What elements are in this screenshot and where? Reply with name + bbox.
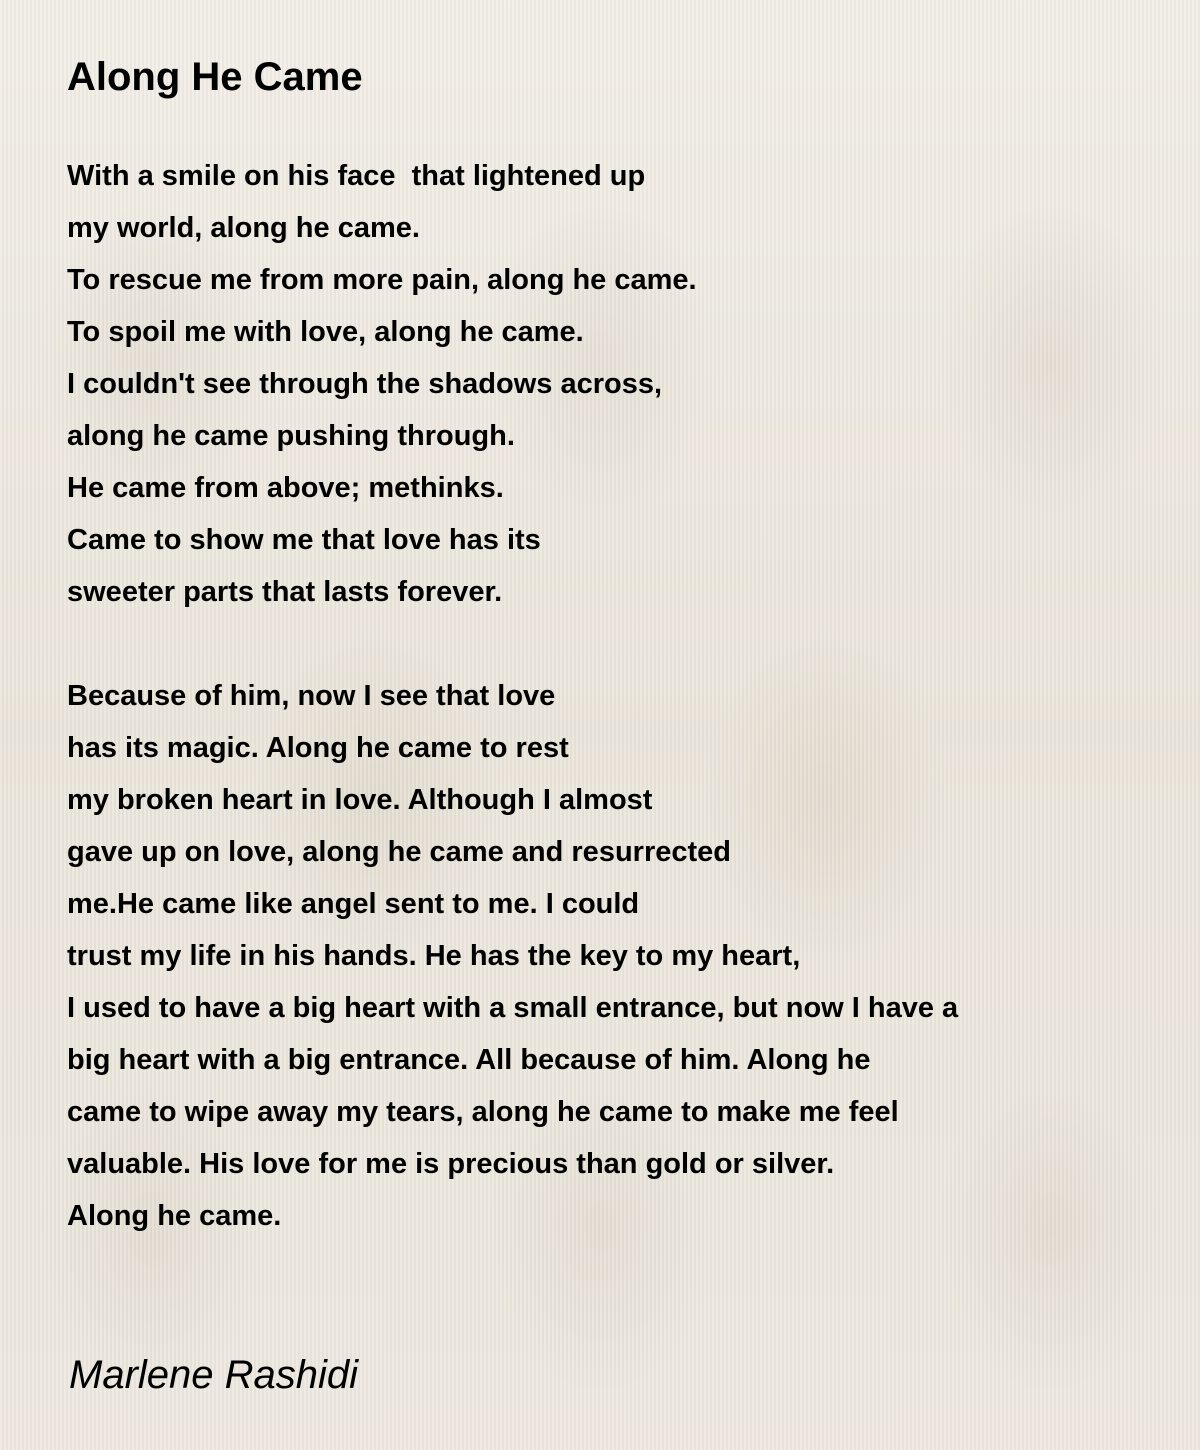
poem-line: my broken heart in love. Although I almost <box>67 784 653 816</box>
poem-line: I used to have a big heart with a small entrance, but now I have a <box>67 992 959 1024</box>
poem-line: came to wipe away my tears, along he came to make me feel <box>67 1096 899 1128</box>
poem-line: I couldn't see through the shadows across, <box>67 368 663 400</box>
poem-line: He came from above; methinks. <box>67 472 504 504</box>
stanza-2 <box>67 670 1167 1242</box>
poem-line: has its magic. Along he came to rest <box>67 732 569 764</box>
poem-line: valuable. His love for me is precious than gold or silver. <box>67 1148 835 1180</box>
poem-author: Marlene Rashidi <box>69 1353 359 1397</box>
poem-line: Came to show me that love has its <box>67 524 541 556</box>
poem-line: Because of him, now I see that love <box>67 680 556 712</box>
poem-line: along he came pushing through. <box>67 420 515 452</box>
stanza-divider <box>67 618 1167 670</box>
poem-line: To rescue me from more pain, along he came. <box>67 264 697 296</box>
poem-line: trust my life in his hands. He has the key to my heart, <box>67 940 801 972</box>
poem-line: sweeter parts that lasts forever. <box>67 576 503 608</box>
stanza-1 <box>67 150 1167 618</box>
poem-line: my world, along he came. <box>67 212 420 244</box>
poem-line: big heart with a big entrance. All because of him. Along he <box>67 1044 871 1076</box>
poem-line: Along he came. <box>67 1200 282 1232</box>
poem-body <box>67 150 1167 1242</box>
poem-line: gave up on love, along he came and resurrected <box>67 836 731 868</box>
poem-line: To spoil me with love, along he came. <box>67 316 584 348</box>
poem-line: me.He came like angel sent to me. I could <box>67 888 640 920</box>
poem-line: With a smile on his face that lightened up <box>67 160 646 192</box>
poem-title: Along He Came <box>67 55 363 99</box>
